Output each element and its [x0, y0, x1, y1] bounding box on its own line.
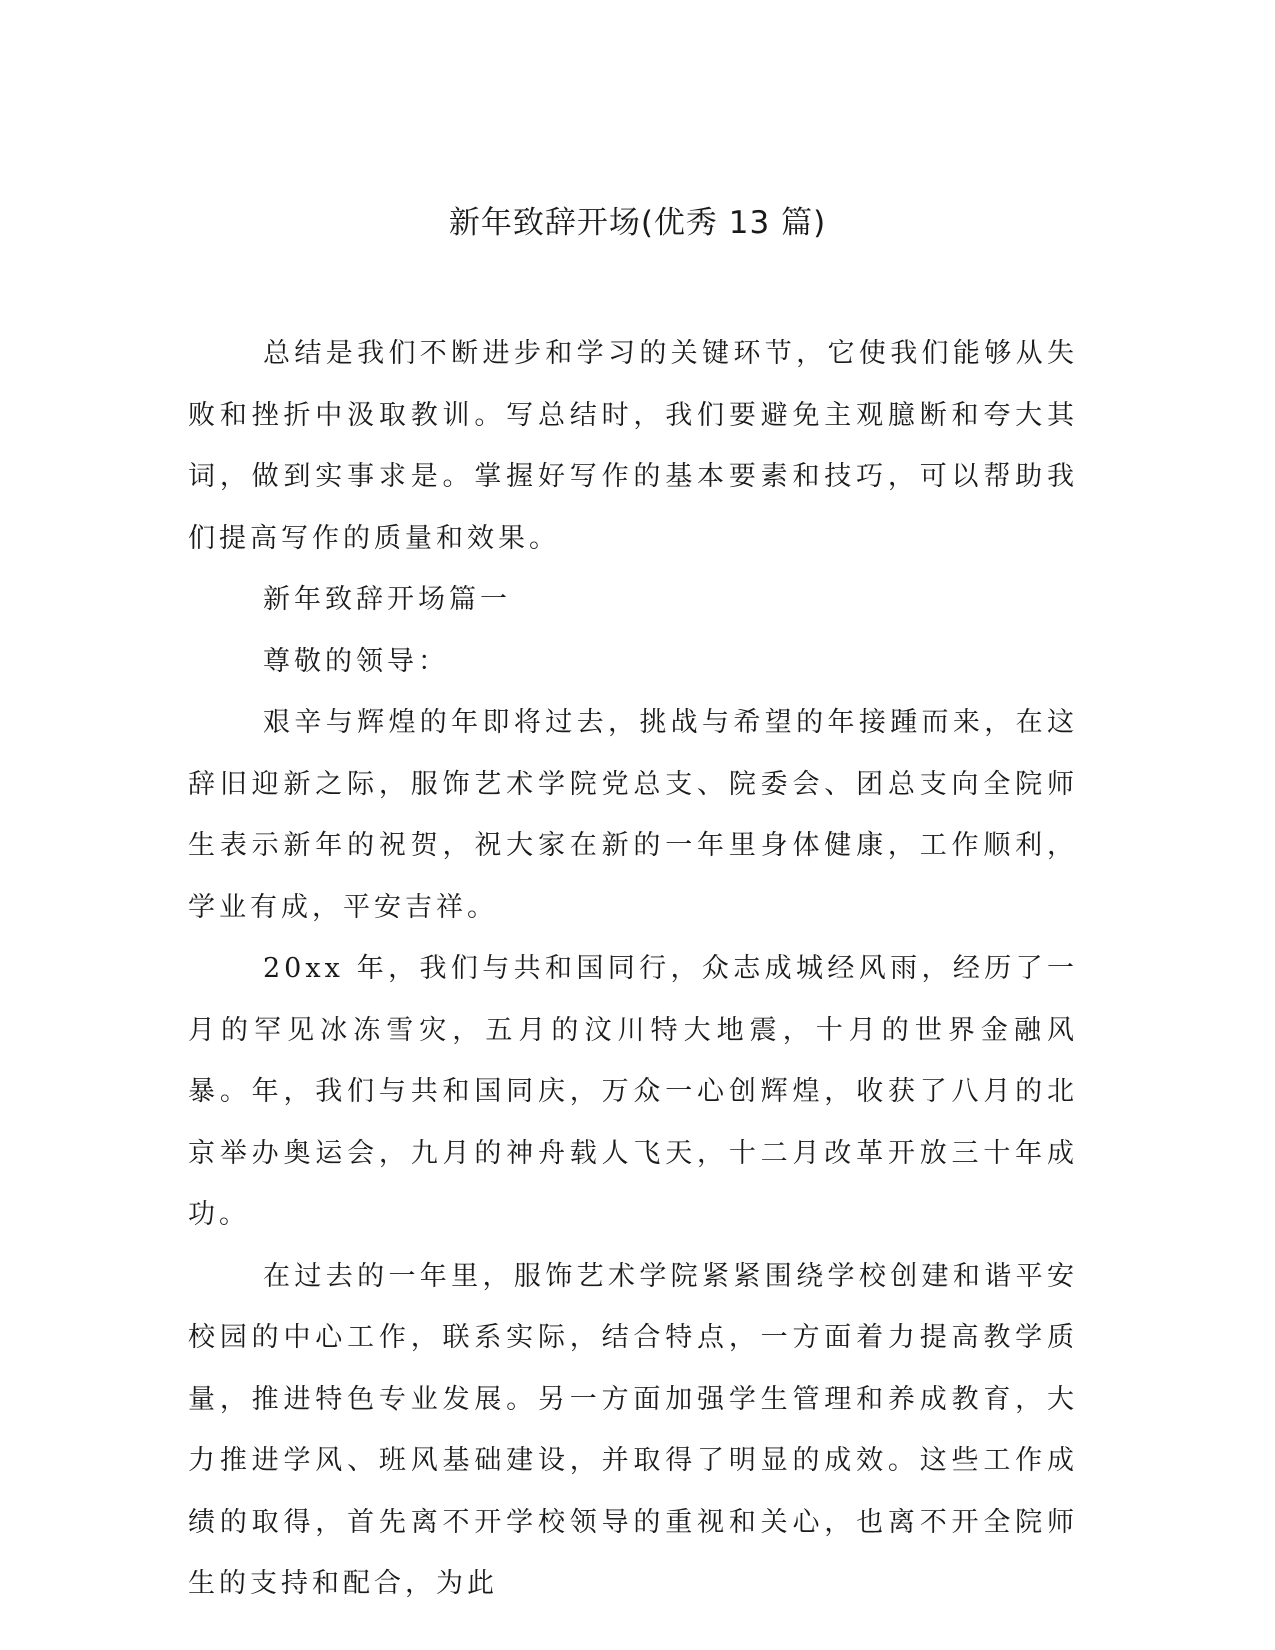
- salutation: 尊敬的领导：: [263, 645, 449, 677]
- document-title: 新年致辞开场(优秀 13 篇): [448, 205, 827, 241]
- document-body: [188, 323, 1078, 1615]
- body-paragraph: 在过去的一年里，服饰艺术学院紧紧围绕学校创建和谐平安校园的中心工作，联系实际，结合特点，一方面着力提高教学质量，推进特色专业发展。另一方面加强学生管理和养成教育，大力推进学风、班风基础建设，并取得了明显的成效。这些工作成绩的取得，首先离不开学校领导的重视和关心，也离不开全院师生的支持和配合，为此: [188, 1260, 1078, 1599]
- section-heading: 新年致辞开场篇一: [263, 584, 511, 615]
- body-paragraph: 20xx 年，我们与共和国同行，众志成城经风雨，经历了一月的罕见冰冻雪灾，五月的汶川特大地震，十月的世界金融风暴。年，我们与共和国同庆，万众一心创辉煌，收获了八月的北京举办奥运会，九月的神舟载人飞天，十二月改革开放三十年成功。: [188, 953, 1078, 1230]
- body-paragraph: 艰辛与辉煌的年即将过去，挑战与希望的年接踵而来，在这辞旧迎新之际，服饰艺术学院党总支、院委会、团总支向全院师生表示新年的祝贺，祝大家在新的一年里身体健康，工作顺利，学业有成，平安吉祥。: [188, 707, 1078, 923]
- intro-paragraph: 总结是我们不断进步和学习的关键环节，它使我们能够从失败和挫折中汲取教训。写总结时，我们要避免主观臆断和夸大其词，做到实事求是。掌握好写作的基本要素和技巧，可以帮助我们提高写作的质量和效果。: [188, 338, 1078, 554]
